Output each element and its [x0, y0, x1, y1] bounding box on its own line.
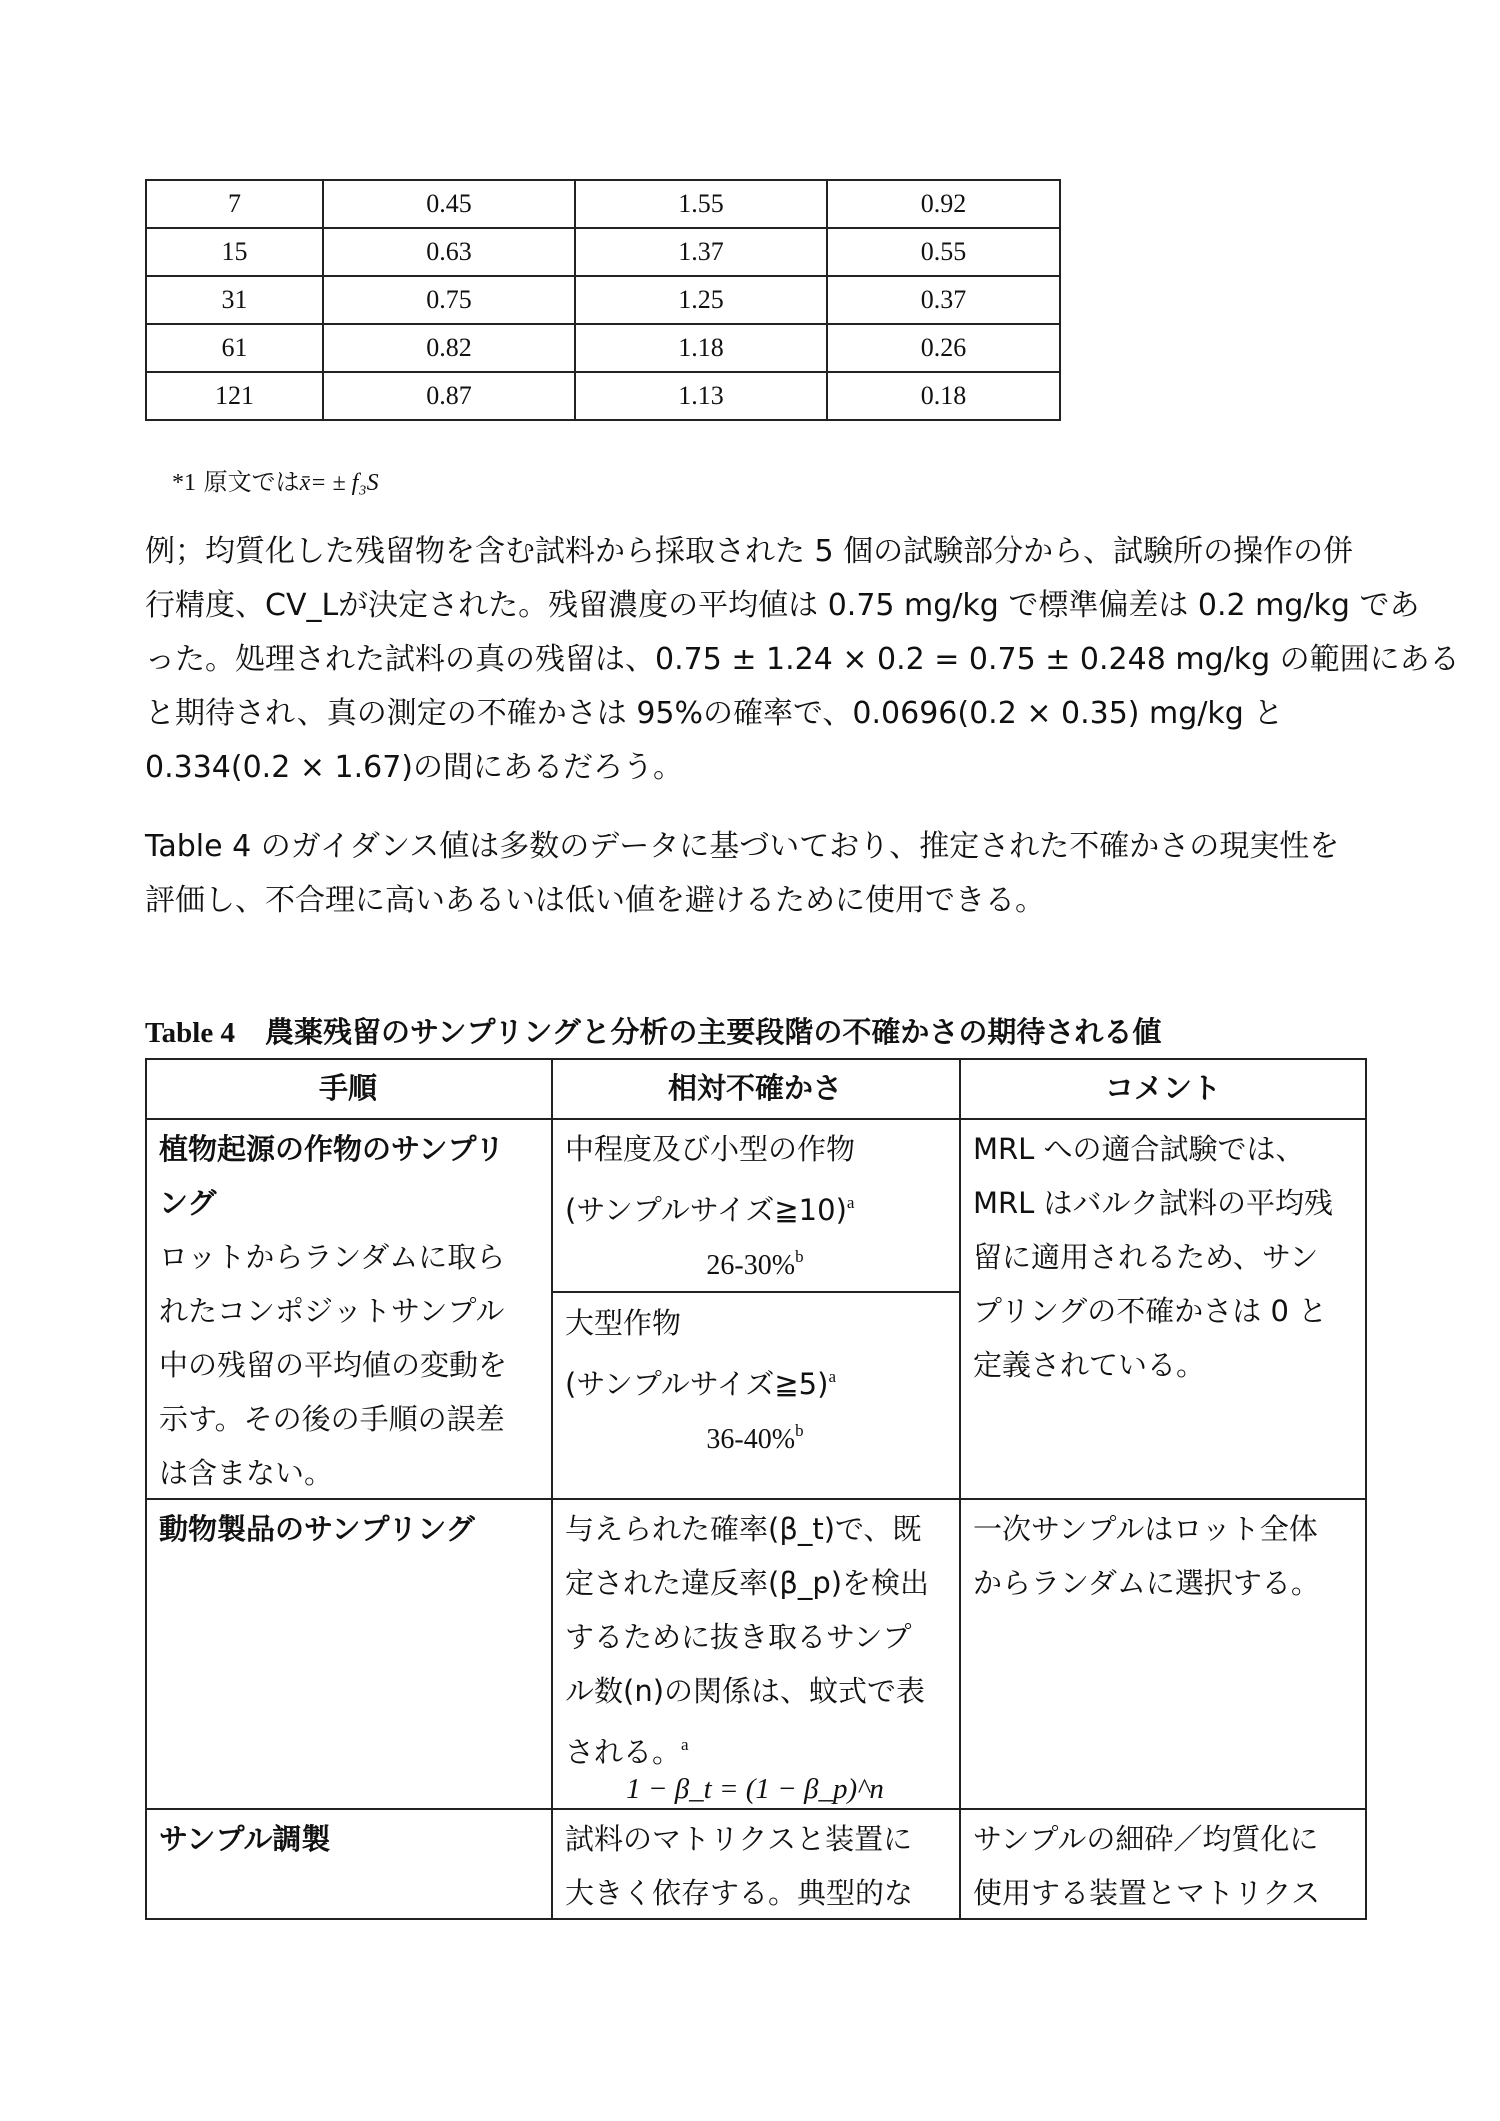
table4-column-divider [959, 1058, 961, 1920]
comment-line: 一次サンプルはロット全体 [973, 1512, 1318, 1546]
comment-line: からランダムに選択する。 [973, 1566, 1320, 1600]
table4-label: Table 4 [145, 1017, 235, 1049]
footnote-marker-a: a [846, 1193, 855, 1212]
table-cell: 0.45 [323, 180, 575, 228]
row1-procedure-desc-line: ロットからランダムに取ら [159, 1240, 506, 1274]
row3-comment [973, 1812, 1320, 1920]
row1-procedure-title-line: 植物起源の作物のサンプリ [159, 1132, 505, 1166]
uncertainty-line: 大きく依存する。典型的な [565, 1876, 914, 1910]
footnote-marker-b: b [795, 1247, 804, 1266]
comment-line: プリングの不確かさは 0 と [973, 1294, 1328, 1328]
comment-line: サンプルの細砕／均質化に [973, 1822, 1319, 1856]
footnote-marker-b: b [795, 1421, 804, 1440]
footnote-marker-a: a [828, 1367, 836, 1386]
table-cell: 121 [146, 372, 323, 420]
table4-divider [145, 1118, 1367, 1120]
paragraph-line: Table 4 のガイダンス値は多数のデータに基づいており、推定された不確かさの現実性を [145, 829, 1340, 864]
row2-procedure: 動物製品のサンプリング [159, 1512, 475, 1546]
sample-size: (サンプルサイズ≧5) [565, 1367, 829, 1401]
footnote-mark: *1 [172, 470, 196, 496]
table4-divider [145, 1808, 1367, 1810]
uncertainty-line: 試料のマトリクスと装置に [565, 1822, 913, 1856]
paragraph-line: と期待され、真の測定の不確かさは 95%の確率で、0.0696(0.2 × 0.35) mg/kg と [145, 696, 1284, 731]
row1-uncertainty-large [565, 1296, 945, 1458]
table-cell: 1.25 [575, 276, 827, 324]
table-cell: 0.75 [323, 276, 575, 324]
row1-procedure-desc-line: は含まない。 [159, 1456, 334, 1490]
crop-category: 中程度及び小型の作物 [565, 1132, 856, 1166]
table-row [146, 228, 1060, 276]
table4-column-divider [551, 1058, 553, 1920]
table-row [146, 180, 1060, 228]
crop-category: 大型作物 [565, 1306, 682, 1340]
comment-line: MRL への適合試験では、 [973, 1132, 1305, 1166]
table-cell: 15 [146, 228, 323, 276]
header-comment: コメント [1104, 1071, 1221, 1105]
table-row [146, 276, 1060, 324]
table-cell: 31 [146, 276, 323, 324]
sampling-formula: 1 − β_t = (1 − β_p)^n [626, 1773, 884, 1805]
paragraph-line: 0.334(0.2 × 1.67)の間にあるだろう。 [145, 750, 684, 785]
comment-line: 定義されている。 [973, 1348, 1206, 1382]
paragraph-line: った。処理された試料の真の残留は、0.75 ± 1.24 × 0.2 = 0.75 ± 0.248 mg/kg の範囲にある [145, 642, 1460, 677]
row2-comment [973, 1502, 1320, 1610]
row2-uncertainty [565, 1502, 945, 1806]
comment-line: 留に適用されるため、サン [973, 1240, 1319, 1274]
table4-caption [145, 1010, 1161, 1051]
row1-procedure-desc-line: 示す。その後の手順の誤差 [159, 1402, 505, 1436]
table-cell: 0.55 [827, 228, 1060, 276]
row1-comment [973, 1122, 1333, 1392]
row3-uncertainty [565, 1812, 913, 1920]
table-cell: 0.82 [323, 324, 575, 372]
footnote-marker-a: a [681, 1735, 689, 1754]
header-procedure: 手順 [318, 1071, 377, 1105]
header-relative-uncertainty: 相対不確かさ [667, 1071, 842, 1105]
uncertainty-line: 定された違反率(β_p)を検出 [565, 1566, 930, 1600]
table-row [146, 324, 1060, 372]
footnote [172, 462, 379, 497]
uncertainty-line: される。 [565, 1735, 682, 1769]
table4 [145, 1058, 1367, 1920]
comment-line: 使用する装置とマトリクス [973, 1876, 1321, 1910]
table-cell: 61 [146, 324, 323, 372]
table-cell: 0.18 [827, 372, 1060, 420]
uncertainty-value: 36-40% [706, 1424, 796, 1455]
uncertainty-line: 与えられた確率(β_t)で、既 [565, 1512, 922, 1546]
table-cell: 7 [146, 180, 323, 228]
top-table-body [146, 180, 1060, 420]
table4-title: 農薬残留のサンプリングと分析の主要段階の不確かさの期待される値 [265, 1015, 1162, 1049]
uncertainty-line: するために抜き取るサンプ [565, 1620, 912, 1654]
paragraph-line: 例；均質化した残留物を含む試料から採取された 5 個の試験部分から、試験所の操作の併 [145, 534, 1354, 569]
table-cell: 1.18 [575, 324, 827, 372]
paragraph-line: 行精度、CV_Lが決定された。残留濃度の平均値は 0.75 mg/kg で標準偏差は 0.2 mg/kg であ [145, 588, 1420, 623]
top-table [145, 179, 1061, 421]
paragraph-guidance [145, 820, 1365, 928]
sample-size: (サンプルサイズ≧10) [565, 1193, 847, 1227]
table-cell: 0.26 [827, 324, 1060, 372]
footnote-text: 原文では [203, 468, 300, 496]
table-cell: 0.92 [827, 180, 1060, 228]
table-cell: 0.63 [323, 228, 575, 276]
table-row [146, 372, 1060, 420]
paragraph-example [145, 525, 1460, 795]
footnote-formula: x̄= ± f₃S [299, 470, 379, 496]
row1-procedure-desc-line: 中の残留の平均値の変動を [159, 1348, 508, 1382]
row1-uncertainty-medium-small [565, 1122, 945, 1284]
row1-procedure-desc-line: れたコンポジットサンプル [159, 1294, 505, 1328]
table-cell: 0.87 [323, 372, 575, 420]
row3-procedure: サンプル調製 [159, 1822, 331, 1856]
table4-subdivider [551, 1291, 959, 1293]
paragraph-line: 評価し、不合理に高いあるいは低い値を避けるために使用できる。 [145, 883, 1045, 918]
uncertainty-line: ル数(n)の関係は、蚊式で表 [565, 1674, 926, 1708]
table-cell: 1.13 [575, 372, 827, 420]
table-cell: 1.55 [575, 180, 827, 228]
row1-procedure-title-line: ング [159, 1186, 217, 1220]
comment-line: MRL はバルク試料の平均残 [973, 1186, 1333, 1220]
table-cell: 1.37 [575, 228, 827, 276]
table-cell: 0.37 [827, 276, 1060, 324]
row1-procedure [159, 1122, 507, 1500]
uncertainty-value: 26-30% [706, 1250, 796, 1281]
